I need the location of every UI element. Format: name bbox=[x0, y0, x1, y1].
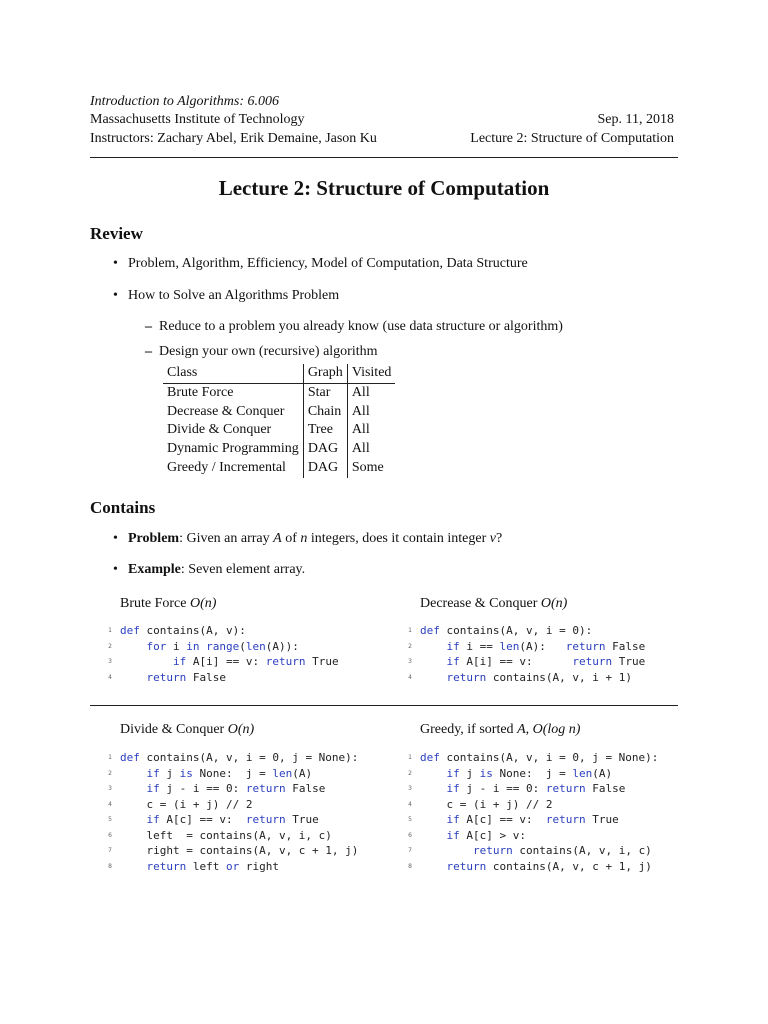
code-token bbox=[420, 860, 447, 873]
code-token: (A) bbox=[592, 766, 613, 780]
code-line bbox=[120, 654, 339, 670]
text-run: of bbox=[281, 531, 301, 546]
code-keyword: if bbox=[446, 828, 460, 842]
line-number: 7 bbox=[408, 847, 412, 854]
code-line bbox=[120, 781, 325, 797]
code-separator-rule bbox=[90, 705, 678, 706]
code-line bbox=[120, 623, 246, 639]
code-token: c = (i + j) // 2 bbox=[120, 797, 253, 811]
code-line bbox=[120, 766, 312, 782]
section-heading-contains: Contains bbox=[90, 498, 156, 517]
code-token: j bbox=[459, 766, 480, 780]
line-number: 1 bbox=[408, 754, 412, 761]
code-token: False bbox=[285, 782, 326, 795]
line-number: 3 bbox=[408, 658, 412, 665]
code-keyword: if bbox=[446, 813, 460, 826]
line-number: 1 bbox=[108, 754, 112, 761]
line-number: 4 bbox=[108, 800, 112, 808]
bullet-icon: • bbox=[113, 562, 118, 577]
code-token: A[c] == v: bbox=[459, 813, 546, 826]
code-keyword: return bbox=[146, 859, 187, 873]
code-keyword: len bbox=[245, 639, 266, 653]
line-number: 5 bbox=[408, 816, 412, 823]
code-token: contains(A, v, i = 0, j = None): bbox=[139, 751, 359, 764]
code-token: None: j = bbox=[192, 766, 273, 780]
code-token: ( bbox=[239, 639, 246, 653]
code-token bbox=[120, 671, 147, 684]
code-token: A[c] > v: bbox=[459, 828, 526, 842]
table-cell: Divide & Conquer bbox=[167, 422, 272, 438]
code-keyword: return bbox=[265, 655, 306, 668]
code-keyword: if bbox=[146, 766, 160, 780]
table-cell: Dynamic Programming bbox=[167, 441, 299, 457]
code-token: False bbox=[605, 639, 646, 653]
line-number: 8 bbox=[108, 862, 112, 870]
code-token bbox=[420, 844, 473, 857]
table-row bbox=[163, 383, 395, 402]
table-cell: All bbox=[347, 421, 395, 440]
code-token bbox=[420, 829, 447, 842]
sub-list-item bbox=[145, 344, 378, 360]
code-keyword: def bbox=[120, 624, 140, 637]
table-row bbox=[163, 459, 395, 478]
code-token: left = contains(A, v, i, c) bbox=[120, 828, 332, 842]
code-line bbox=[420, 670, 632, 686]
code-keyword: if bbox=[446, 639, 460, 653]
complexity: O(n) bbox=[540, 596, 568, 611]
line-number: 6 bbox=[408, 831, 412, 839]
code-token bbox=[420, 767, 447, 780]
course-title: Introduction to Algorithms: 6.006 bbox=[90, 94, 279, 109]
code-line bbox=[420, 766, 612, 782]
problem-statement bbox=[128, 531, 502, 547]
code-token: right bbox=[239, 859, 279, 873]
code-keyword: if bbox=[146, 782, 160, 795]
code-title-text: Divide & Conquer bbox=[120, 722, 228, 737]
line-number: 2 bbox=[408, 769, 412, 777]
sub-item-text: Design your own (recursive) algorithm bbox=[159, 344, 378, 359]
code-token bbox=[120, 655, 173, 668]
bullet-text: Problem, Algorithm, Efficiency, Model of Computation, Data Structure bbox=[128, 256, 528, 271]
code-line bbox=[420, 797, 552, 813]
line-number: 8 bbox=[408, 862, 412, 870]
dash-icon: – bbox=[145, 344, 152, 359]
dash-icon: – bbox=[145, 319, 152, 334]
table-cell: Star bbox=[303, 383, 347, 402]
table-cell: DAG bbox=[303, 459, 347, 478]
code-token: right = contains(A, v, c + 1, j) bbox=[120, 844, 359, 857]
code-line bbox=[120, 859, 279, 875]
code-title-divide-conquer bbox=[120, 722, 254, 738]
section-heading-review: Review bbox=[90, 224, 143, 243]
code-keyword: return bbox=[446, 859, 487, 873]
instructors: Instructors: Zachary Abel, Erik Demaine, Jason Ku bbox=[90, 131, 377, 146]
table-row bbox=[163, 421, 395, 440]
code-line bbox=[420, 781, 625, 797]
code-keyword: if bbox=[446, 766, 460, 780]
code-token bbox=[420, 671, 447, 684]
code-token: True bbox=[612, 655, 646, 668]
line-number: 3 bbox=[108, 785, 112, 792]
code-keyword: return bbox=[472, 844, 513, 857]
code-keyword: return bbox=[565, 639, 606, 653]
sub-list-item bbox=[145, 319, 563, 335]
code-keyword: len bbox=[572, 766, 593, 780]
math-var: n bbox=[300, 531, 308, 546]
comma: , bbox=[525, 722, 533, 737]
code-keyword: def bbox=[420, 751, 440, 764]
code-title-text: Decrease & Conquer bbox=[420, 596, 541, 611]
lecture-name: Lecture 2: Structure of Computation bbox=[470, 131, 674, 146]
table-header-row bbox=[163, 364, 395, 383]
code-title-brute-force bbox=[120, 596, 216, 612]
math-var: v bbox=[489, 531, 496, 546]
code-keyword: or bbox=[226, 859, 240, 873]
table-header-cell: Graph bbox=[303, 364, 347, 383]
code-title-decrease-conquer bbox=[420, 596, 567, 612]
line-number: 3 bbox=[108, 658, 112, 665]
code-token: (A)): bbox=[265, 639, 299, 653]
code-line bbox=[420, 812, 619, 828]
code-line bbox=[120, 750, 358, 766]
institution: Massachusetts Institute of Technology bbox=[90, 112, 305, 127]
math-var: A bbox=[273, 531, 282, 546]
line-number: 1 bbox=[408, 627, 412, 634]
code-token: contains(A, v, c + 1, j) bbox=[486, 859, 652, 873]
code-keyword: return bbox=[245, 813, 286, 826]
code-keyword: def bbox=[120, 751, 140, 764]
header-rule bbox=[90, 157, 678, 158]
code-keyword: return bbox=[545, 813, 586, 826]
code-keyword: return bbox=[446, 670, 487, 684]
code-line bbox=[120, 812, 319, 828]
code-token: None: j = bbox=[492, 766, 573, 780]
code-line bbox=[120, 828, 332, 844]
problem-label: Problem bbox=[128, 531, 180, 546]
code-token bbox=[120, 860, 147, 873]
code-keyword: return bbox=[545, 782, 586, 795]
table-cell: Chain bbox=[303, 403, 347, 422]
bullet-text: How to Solve an Algorithms Problem bbox=[128, 288, 340, 303]
code-line bbox=[420, 639, 645, 655]
code-line bbox=[420, 750, 658, 766]
table-cell: All bbox=[347, 440, 395, 459]
code-line bbox=[120, 639, 299, 655]
code-token: contains(A, v, i = 0, j = None): bbox=[439, 751, 659, 764]
line-number: 5 bbox=[108, 816, 112, 823]
complexity: O(n) bbox=[227, 722, 255, 737]
line-number: 2 bbox=[108, 642, 112, 650]
text-run: ? bbox=[495, 531, 503, 546]
lecture-date: Sep. 11, 2018 bbox=[597, 112, 674, 127]
table-cell: DAG bbox=[303, 440, 347, 459]
line-number: 4 bbox=[408, 800, 412, 808]
code-token bbox=[120, 782, 147, 795]
table-cell: Some bbox=[347, 459, 395, 478]
line-number: 4 bbox=[408, 673, 412, 681]
line-number: 6 bbox=[108, 831, 112, 839]
line-number: 4 bbox=[108, 673, 112, 681]
table-cell: Brute Force bbox=[167, 384, 234, 400]
code-line bbox=[120, 670, 226, 686]
code-token: j - i == 0: bbox=[459, 782, 546, 795]
code-token bbox=[420, 782, 447, 795]
page-title: Lecture 2: Structure of Computation bbox=[218, 176, 550, 200]
code-keyword: return bbox=[572, 655, 613, 668]
code-keyword: is bbox=[479, 766, 493, 780]
code-token: (A): bbox=[519, 639, 566, 653]
code-token: True bbox=[585, 813, 619, 826]
code-token bbox=[120, 813, 147, 826]
line-number: 1 bbox=[108, 627, 112, 634]
code-token: contains(A, v, i, c) bbox=[512, 844, 652, 857]
code-token: contains(A, v): bbox=[139, 624, 246, 637]
text-run: integers, does it contain integer bbox=[307, 531, 490, 546]
code-keyword: len bbox=[272, 766, 293, 780]
table-cell: Tree bbox=[303, 421, 347, 440]
line-number: 7 bbox=[108, 847, 112, 854]
code-token: False bbox=[585, 782, 626, 795]
code-keyword: return bbox=[245, 782, 286, 795]
code-keyword: in bbox=[186, 639, 200, 653]
math-var: A bbox=[517, 722, 526, 737]
example-label: Example bbox=[128, 562, 181, 577]
bullet-icon: • bbox=[113, 256, 118, 271]
code-token: contains(A, v, i = 0): bbox=[439, 624, 593, 637]
code-keyword: if bbox=[172, 655, 187, 668]
line-number: 2 bbox=[108, 769, 112, 777]
code-keyword: len bbox=[499, 639, 520, 653]
code-title-text: Greedy, if sorted bbox=[420, 722, 518, 737]
code-token: True bbox=[285, 813, 319, 826]
code-token: c = (i + j) // 2 bbox=[420, 797, 553, 811]
algorithm-class-table bbox=[163, 364, 395, 478]
table-header-cell: Class bbox=[163, 364, 303, 383]
table-header-cell: Visited bbox=[347, 364, 395, 383]
code-line bbox=[120, 797, 252, 813]
table-cell: All bbox=[347, 383, 395, 402]
code-token: False bbox=[186, 670, 226, 684]
code-token: A[i] == v: bbox=[459, 655, 573, 668]
table-cell: Decrease & Conquer bbox=[167, 403, 285, 419]
code-keyword: if bbox=[446, 782, 460, 795]
code-token bbox=[120, 767, 147, 780]
table-row bbox=[163, 440, 395, 459]
text-run: : Given an array bbox=[179, 531, 274, 546]
bullet-icon: • bbox=[113, 531, 118, 546]
code-line bbox=[420, 654, 645, 670]
code-token bbox=[420, 813, 447, 826]
code-title-text: Brute Force bbox=[120, 596, 190, 611]
sub-item-text: Reduce to a problem you already know (use data structure or algorithm) bbox=[159, 319, 563, 334]
table-cell: All bbox=[347, 403, 395, 422]
code-keyword: if bbox=[446, 655, 460, 668]
code-token bbox=[420, 640, 447, 653]
code-line bbox=[420, 843, 652, 859]
code-line bbox=[420, 859, 652, 875]
code-line bbox=[120, 843, 358, 859]
code-keyword: is bbox=[179, 766, 193, 780]
code-line bbox=[420, 828, 526, 844]
code-token: A[c] == v: bbox=[159, 813, 246, 826]
code-token: i == bbox=[459, 639, 500, 653]
code-token: j bbox=[159, 766, 180, 780]
code-keyword: return bbox=[146, 670, 187, 684]
bullet-icon: • bbox=[113, 288, 118, 303]
code-line bbox=[420, 623, 592, 639]
code-keyword: range bbox=[206, 639, 240, 653]
text-run: : Seven element array. bbox=[180, 562, 306, 577]
code-token: i bbox=[166, 639, 187, 653]
code-token: A[i] == v: bbox=[186, 655, 266, 668]
code-title-greedy bbox=[420, 722, 580, 738]
code-token: left bbox=[186, 859, 226, 873]
code-keyword: for bbox=[146, 639, 167, 653]
table-row bbox=[163, 403, 395, 422]
code-token bbox=[120, 640, 147, 653]
code-token: contains(A, v, i + 1) bbox=[486, 670, 632, 684]
code-token: True bbox=[305, 655, 339, 668]
example-statement bbox=[128, 562, 305, 578]
code-keyword: def bbox=[420, 624, 440, 637]
code-token: (A) bbox=[292, 766, 313, 780]
code-token bbox=[420, 655, 447, 668]
line-number: 2 bbox=[408, 642, 412, 650]
code-keyword: if bbox=[146, 813, 160, 826]
table-cell: Greedy / Incremental bbox=[167, 459, 286, 475]
code-token: j - i == 0: bbox=[159, 782, 246, 795]
complexity: O(log n) bbox=[532, 722, 581, 737]
complexity: O(n) bbox=[189, 596, 217, 611]
line-number: 3 bbox=[408, 785, 412, 792]
